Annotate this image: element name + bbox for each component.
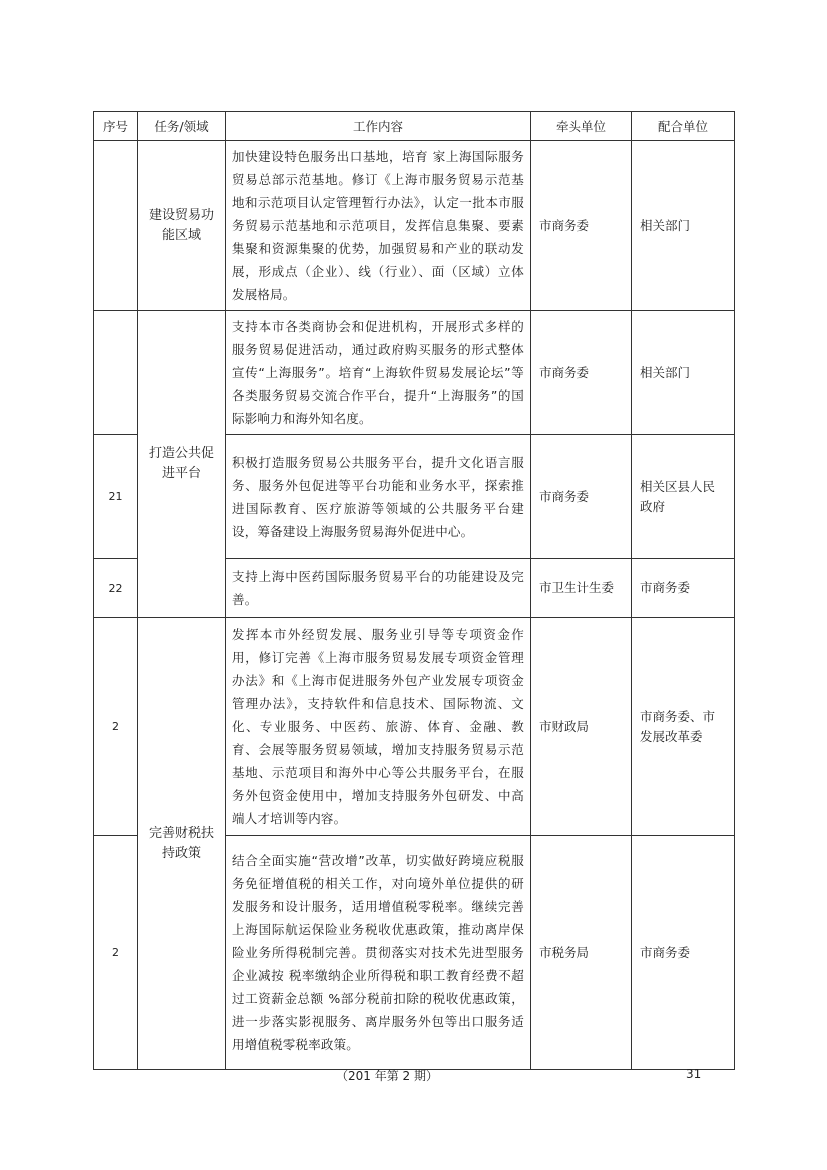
page-number: 31 (686, 1067, 702, 1081)
table-row (94, 141, 735, 311)
policy-task-table (93, 111, 735, 1070)
row-partner-unit: 相关区县人民政府 (632, 435, 735, 559)
row-lead-unit: 市税务局 (531, 836, 632, 1070)
header-lead-unit: 牵头单位 (531, 112, 632, 141)
header-content: 工作内容 (226, 112, 531, 141)
row-lead-unit: 市卫生计生委 (531, 559, 632, 618)
row-lead-unit: 市财政局 (531, 618, 632, 836)
row-seq: 2 (94, 836, 138, 1070)
row-lead-unit: 市商务委 (531, 141, 632, 311)
row-content: 积极打造服务贸易公共服务平台，提升文化语言服务、服务外包促进等平台功能和业务水平，探索推进国际教育、医疗旅游等领域的公共服务平台建设，筹备建设上海服务贸易海外促进中心。 (226, 435, 531, 559)
row-seq: 22 (94, 559, 138, 618)
header-seq: 序号 (94, 112, 138, 141)
row-seq (94, 141, 138, 311)
issue-label: （201 年第 2 期） (336, 1069, 438, 1083)
header-partner-unit: 配合单位 (632, 112, 735, 141)
row-domain: 建设贸易功能区域 (138, 141, 226, 311)
row-lead-unit: 市商务委 (531, 435, 632, 559)
row-content: 加快建设特色服务出口基地，培育 家上海国际服务贸易总部示范基地。修订《上海市服务贸易示范基地和示范项目认定管理暂行办法》，认定一批本市服务贸易示范基地和示范项目，发挥信息集聚、要素集聚和资源集聚的优势，加强贸易和产业的联动发展，形成点（企业）、线（行业）、面（区域）立体发展格局。 (226, 141, 531, 311)
row-partner-unit: 相关部门 (632, 311, 735, 435)
row-domain: 打造公共促进平台 (138, 311, 226, 618)
table-row (94, 311, 735, 435)
row-content: 结合全面实施“营改增”改革，切实做好跨境应税服务免征增值税的相关工作，对向境外单位提供的研发服务和设计服务，适用增值税零税率。继续完善上海国际航运保险业务税收优惠政策，推动离岸保险业务所得税制完善。贯彻落实对技术先进型服务企业减按 税率缴纳企业所得税和职工教育经费不超过工资薪金总额 %部分税前扣除的税收优惠政策，进一步落实影视服务、离岸服务外包等出口服务适用增值税零税率政策。 (226, 836, 531, 1070)
row-lead-unit: 市商务委 (531, 311, 632, 435)
row-content: 发挥本市外经贸发展、服务业引导等专项资金作用，修订完善《上海市服务贸易发展专项资金管理办法》和《上海市促进服务外包产业发展专项资金管理办法》，支持软件和信息技术、国际物流、文化、专业服务、中医药、旅游、体育、金融、教育、会展等服务贸易领域，增加支持服务贸易示范基地、示范项目和海外中心等公共服务平台，在服务外包资金使用中，增加支持服务外包研发、中高端人才培训等内容。 (226, 618, 531, 836)
row-partner-unit: 市商务委、市发展改革委 (632, 618, 735, 836)
table-row (94, 618, 735, 836)
row-content: 支持上海中医药国际服务贸易平台的功能建设及完善。 (226, 559, 531, 618)
row-partner-unit: 市商务委 (632, 559, 735, 618)
row-seq (94, 311, 138, 435)
row-seq: 2 (94, 618, 138, 836)
row-domain: 完善财税扶持政策 (138, 618, 226, 1070)
row-partner-unit: 市商务委 (632, 836, 735, 1070)
row-partner-unit: 相关部门 (632, 141, 735, 311)
table-header-row (94, 112, 735, 141)
header-domain: 任务/领域 (138, 112, 226, 141)
row-content: 支持本市各类商协会和促进机构，开展形式多样的服务贸易促进活动，通过政府购买服务的形式整体宣传“上海服务”。培育“上海软件贸易发展论坛”等各类服务贸易交流合作平台，提升“上海服务”的国际影响力和海外知名度。 (226, 311, 531, 435)
row-seq: 21 (94, 435, 138, 559)
